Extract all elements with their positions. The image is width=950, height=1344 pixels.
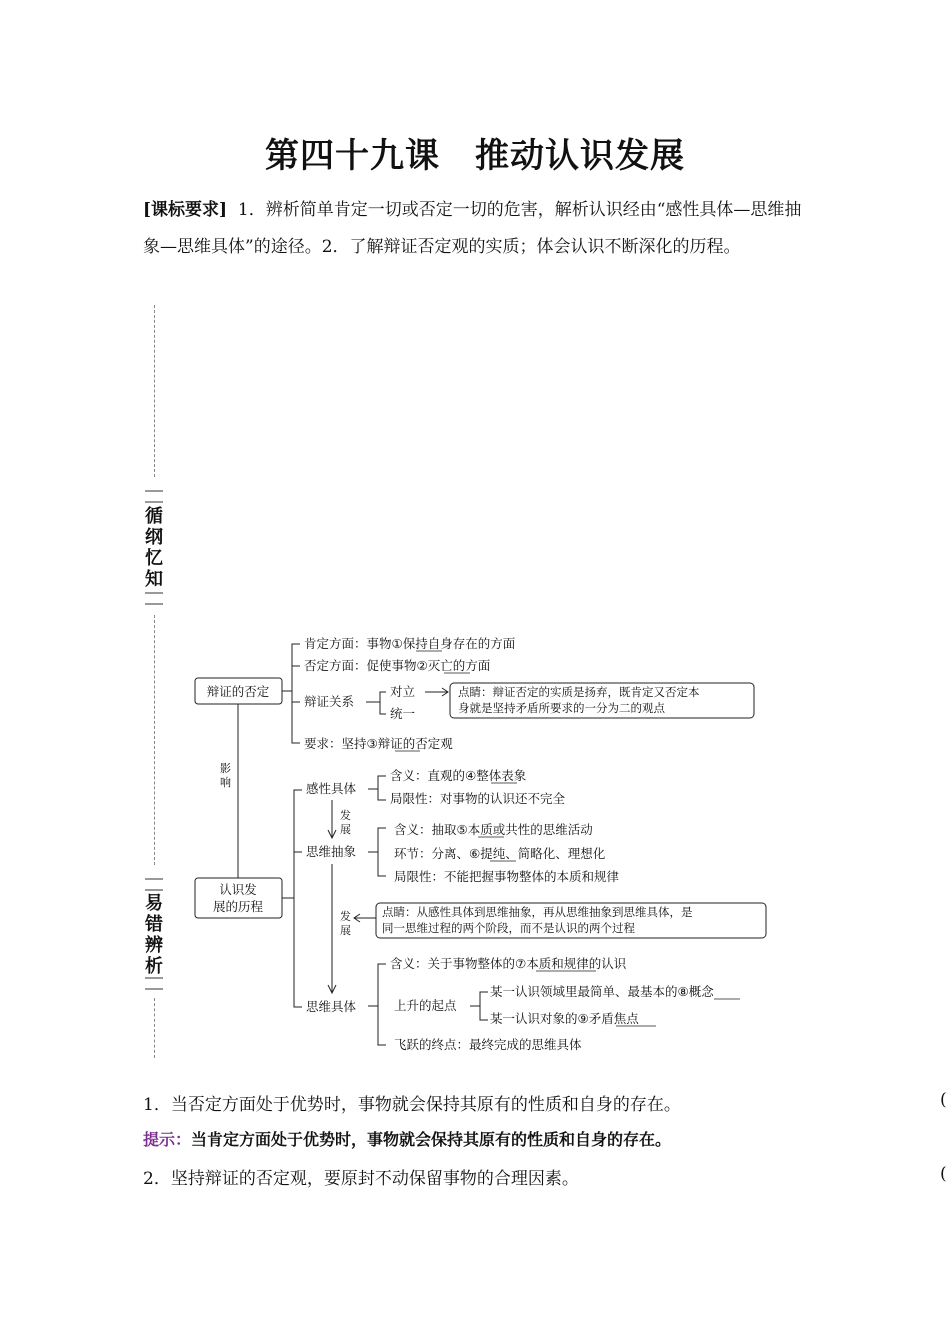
start-option-1: 某一认识领域里最简单、最基本的⑧概念 — [490, 984, 714, 999]
node-cognition-label: 认识发 — [219, 882, 257, 897]
perceptual-meaning: 含义：直观的④整体表象 — [390, 768, 527, 783]
page-title: 第四十九课 推动认识发展 — [265, 136, 685, 176]
influence-label: 响 — [220, 776, 231, 789]
hint-1 — [143, 1127, 671, 1150]
opposition-item: 对立 — [390, 684, 416, 699]
answer-blank-1[interactable]: ( — [940, 1090, 947, 1110]
develop-label: 发 — [340, 809, 351, 822]
question-2: 2．坚持辩证的否定观，要原封不动保留事物的合理因素。 — [143, 1169, 579, 1189]
dialectical-relation: 辩证关系 — [304, 694, 355, 709]
section-marker — [145, 490, 163, 503]
perceptual-concrete: 感性具体 — [306, 781, 357, 796]
leap-end: 飞跃的终点：最终完成的思维具体 — [394, 1037, 582, 1052]
requirements-tag: [课标要求] — [143, 200, 228, 220]
hint-text: 当肯定方面处于优势时，事物就会保持其原有的性质和自身的存在。 — [191, 1130, 672, 1149]
develop-label: 发 — [340, 910, 351, 923]
node-dialectical-negation-label: 辩证的否定 — [206, 684, 270, 699]
side-divider-top — [154, 305, 155, 477]
thought-abstraction: 思维抽象 — [306, 844, 357, 859]
influence-label: 影 — [220, 762, 231, 775]
answer-blank-2[interactable]: ( — [940, 1164, 947, 1184]
section-label-review: 循 纲 忆 知 — [145, 506, 163, 590]
question-1: 1．当否定方面处于优势时，事物就会保持其原有的性质和自身的存在。 — [143, 1095, 681, 1115]
negate-aspect: 否定方面：促使事物②灭亡的方面 — [304, 658, 491, 673]
concept-diagram — [180, 630, 770, 1060]
abstract-limit: 局限性：不能把握事物整体的本质和规律 — [394, 869, 620, 884]
abstract-steps: 环节：分离、⑥提纯、简略化、理想化 — [394, 846, 606, 861]
side-divider-bottom — [154, 998, 155, 1058]
start-option-2: 某一认识对象的⑨矛盾焦点 — [490, 1011, 639, 1026]
side-divider-middle — [154, 615, 155, 865]
note1-line2: 身就是坚持矛盾所要求的一分为二的观点 — [458, 701, 665, 715]
develop-label: 展 — [340, 924, 351, 937]
perceptual-limit: 局限性：对事物的认识还不完全 — [390, 791, 566, 806]
requirement-item: 要求：坚持③辩证的否定观 — [304, 736, 453, 751]
requirements-text: 1．辨析简单肯定一切或否定一切的危害，解析认识经由“感性具体—思维抽象—思维具体”的途径。2．了解辩证否定观的实质；体会认识不断深化的历程。 — [143, 200, 802, 257]
node-cognition-label: 展的历程 — [212, 899, 264, 914]
concrete-meaning: 含义：关于事物整体的⑦本质和规律的认识 — [390, 956, 627, 971]
note2-line2: 同一思维过程的两个阶段，而不是认识的两个过程 — [382, 921, 635, 935]
abstract-meaning: 含义：抽取⑤本质或共性的思维活动 — [394, 822, 593, 837]
hint-label: 提示： — [143, 1130, 192, 1149]
section-marker — [145, 592, 163, 605]
unity-item: 统一 — [390, 706, 416, 721]
ascent-start: 上升的起点 — [394, 998, 457, 1013]
note1-line1: 点睛：辩证否定的实质是扬弃，既肯定又否定本 — [458, 685, 700, 699]
section-marker — [145, 977, 163, 990]
develop-label: 展 — [340, 823, 351, 836]
note2-line1: 点睛：从感性具体到思维抽象，再从思维抽象到思维具体，是 — [382, 905, 693, 919]
thought-concrete: 思维具体 — [306, 999, 357, 1014]
section-label-mistakes: 易 错 辨 析 — [145, 893, 163, 977]
curriculum-requirements — [143, 192, 811, 266]
affirm-aspect: 肯定方面：事物①保持自身存在的方面 — [304, 636, 516, 651]
section-marker — [145, 878, 163, 891]
